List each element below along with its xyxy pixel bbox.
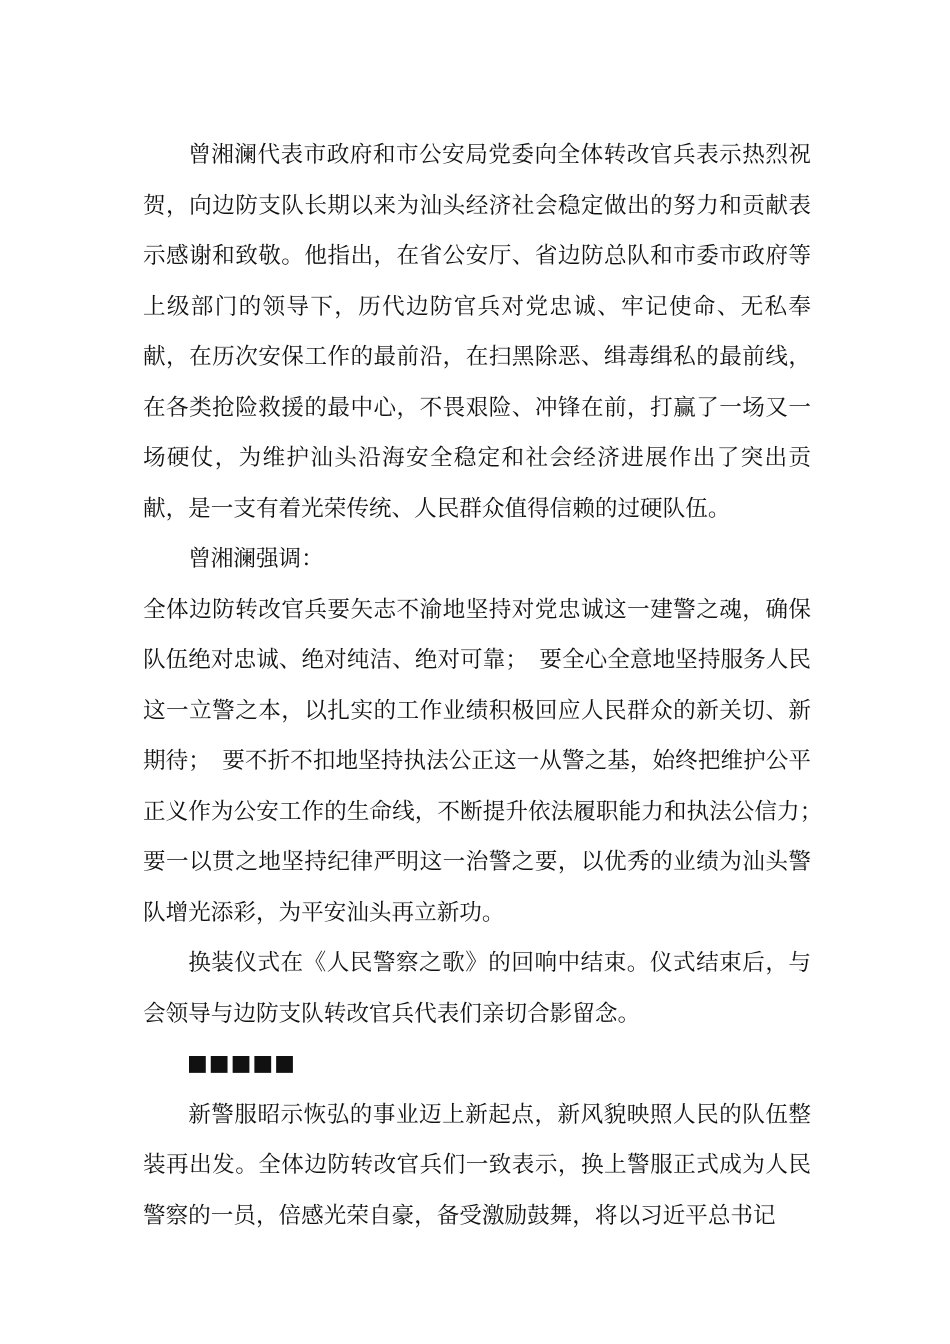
paragraph-emphasis-intro: 曾湘澜强调： [188, 546, 324, 572]
paragraph-ceremony-end: 换装仪式在《人民警察之歌》的回响中结束。仪式结束后，与会领导与边防支队转改官兵代表们亲切合影留念。 [143, 950, 811, 1027]
paragraph-requirements: 全体边防转改官兵要矢志不渝地坚持对党忠诚这一建警之魂，确保队伍绝对忠诚、绝对纯洁、绝对可靠； 要全心全意地坚持服务人民这一立警之本，以扎实的工作业绩积极回应人民群众的新关切、新期待； 要不折不扣地坚持执法公正这一从警之基，始终把维护公平正义作为公安工作的生命线，不断提升依法履职能力和执法公信力； 要一以贯之地坚持纪律严明这一治警之要，以优秀的业绩为汕头警队增光添彩，为平安汕头再立新功。 [143, 596, 834, 926]
document-body [143, 130, 834, 1241]
section-separator-squares: ■■■■■ [187, 1051, 296, 1076]
paragraph-new-uniform: 新警服昭示恢弘的事业迈上新起点，新风貌映照人民的队伍整装再出发。全体边防转改官兵们一致表示，换上警服正式成为人民警察的一员，倍感光荣自豪，备受激励鼓舞，将以习近平总书记 [143, 1101, 811, 1229]
paragraph-congratulations: 曾湘澜代表市政府和市公安局党委向全体转改官兵表示热烈祝贺，向边防支队长期以来为汕头经济社会稳定做出的努力和贡献表示感谢和致敬。他指出，在省公安厅、省边防总队和市委市政府等上级部门的领导下，历代边防官兵对党忠诚、牢记使命、无私奉献，在历次安保工作的最前沿，在扫黑除恶、缉毒缉私的最前线，在各类抢险救援的最中心，不畏艰险、冲锋在前，打赢了一场又一场硬仗，为维护汕头沿海安全稳定和社会经济进展作出了突出贡献，是一支有着光荣传统、人民群众值得信赖的过硬队伍。 [143, 142, 811, 522]
